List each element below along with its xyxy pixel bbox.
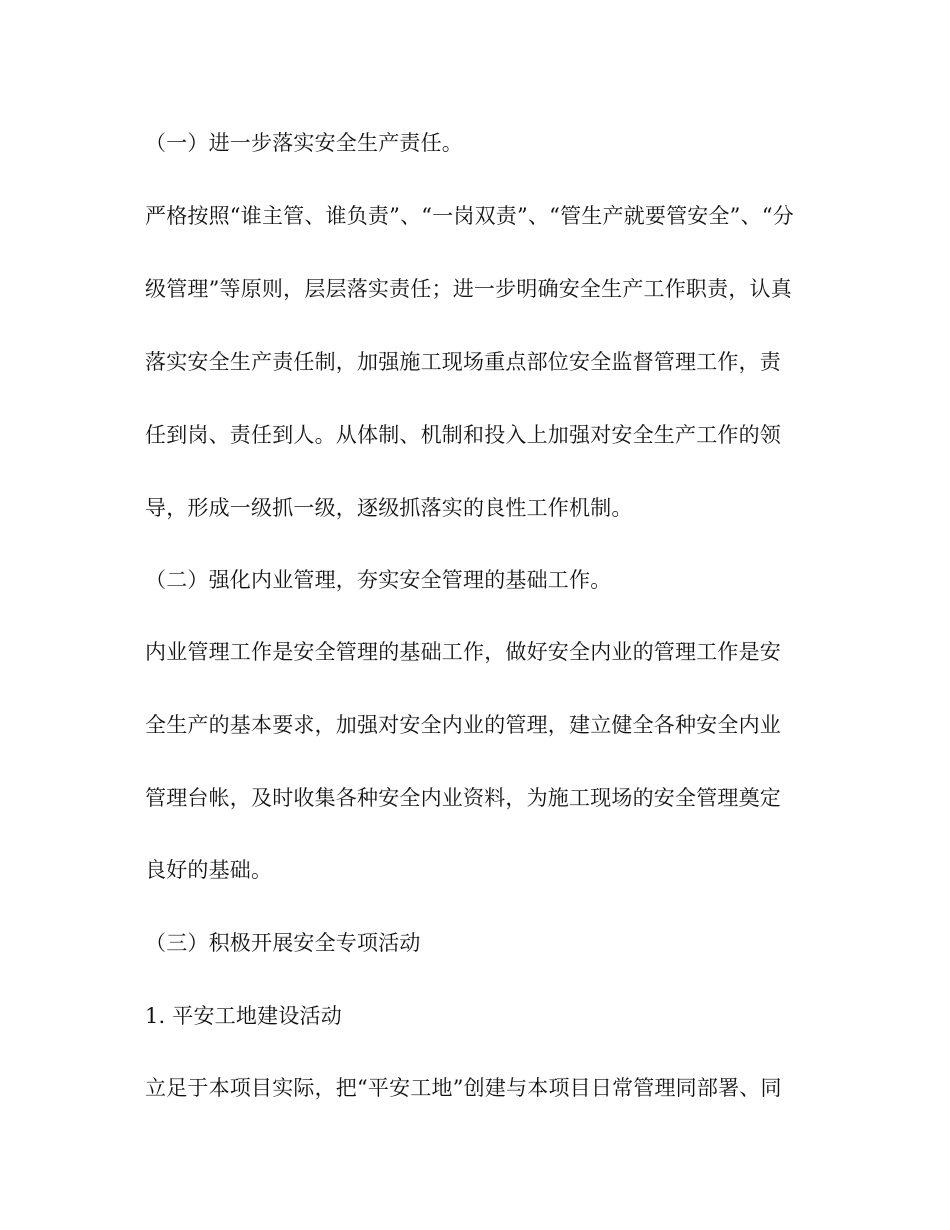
paragraph-line: 良好的基础。 <box>145 858 273 882</box>
paragraph-line: 任到岗、责任到人。从体制、机制和投入上加强对安全生产工作的领 <box>145 423 781 447</box>
paragraph-line: 内业管理工作是安全管理的基础工作，做好安全内业的管理工作是安 <box>145 640 781 664</box>
paragraph-line: 落实安全生产责任制，加强施工现场重点部位安全监督管理工作，责 <box>145 350 781 374</box>
paragraph-line: 严格按照“谁主管、谁负责”、“一岗双责”、“管生产就要管安全”、“分 <box>145 204 794 228</box>
paragraph-line: 导，形成一级抓一级，逐级抓落实的良性工作机制。 <box>145 496 633 520</box>
subsection-heading: 1. 平安工地建设活动 <box>145 1004 342 1028</box>
section-heading-2: （二）强化内业管理，夯实安全管理的基础工作。 <box>145 568 612 592</box>
section-heading-3: （三）积极开展安全专项活动 <box>145 931 421 955</box>
section-heading-1: （一）进一步落实安全生产责任。 <box>145 131 463 155</box>
paragraph-line: 全生产的基本要求，加强对安全内业的管理，建立健全各种安全内业 <box>145 713 781 737</box>
paragraph-line: 级管理”等原则，层层落实责任；进一步明确安全生产工作职责，认真 <box>145 277 792 301</box>
paragraph-line: 管理台帐，及时收集各种安全内业资料，为施工现场的安全管理奠定 <box>145 786 781 810</box>
paragraph-line: 立足于本项目实际，把“平安工地”创建与本项目日常管理同部署、同 <box>145 1076 782 1100</box>
